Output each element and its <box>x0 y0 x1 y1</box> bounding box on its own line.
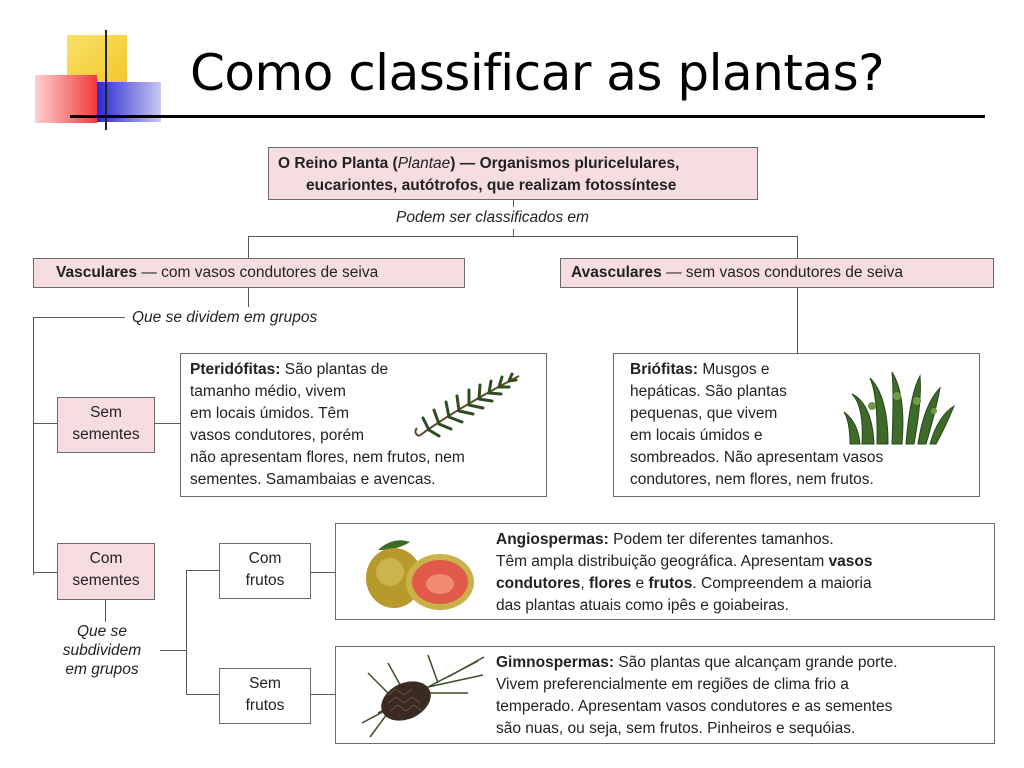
root-box <box>268 147 758 200</box>
pteridofitas-line: em locais úmidos. Têm <box>190 405 350 422</box>
gimnospermas-title: Gimnospermas: <box>496 654 615 671</box>
title-underline <box>70 115 985 118</box>
classify-label: Podem ser classificados em <box>396 207 589 229</box>
subdivide-label <box>44 622 160 679</box>
briofitas-line: condutores, nem flores, nem frutos. <box>630 471 874 488</box>
connector <box>105 600 106 622</box>
angiospermas-text: frutos <box>648 575 693 592</box>
gimnospermas-text: São plantas que alcançam grande porte. <box>614 654 898 671</box>
connector <box>797 236 798 258</box>
connector <box>186 694 219 695</box>
briofitas-box <box>613 353 980 497</box>
vasculares-box <box>33 258 465 288</box>
connector <box>155 423 180 424</box>
angiospermas-title: Angiospermas: <box>496 531 609 548</box>
angiospermas-line <box>496 551 994 573</box>
connector <box>186 570 219 571</box>
sem-sementes-line-1: Sem <box>90 404 122 421</box>
avasculares-box <box>560 258 994 288</box>
pteridofitas-box <box>180 353 547 497</box>
com-frutos-line-2: frutos <box>245 572 285 589</box>
com-frutos-line-1: Com <box>248 550 282 567</box>
angiospermas-text: . Compreendem a maioria <box>692 575 872 592</box>
connector <box>311 572 335 573</box>
pteridofitas-title: Pteridófitas: <box>190 361 281 378</box>
root-line-1 <box>278 153 757 175</box>
briofitas-line: pequenas, que vivem <box>630 405 778 422</box>
connector <box>186 570 187 695</box>
page-title: Como classificar as plantas? <box>190 44 885 102</box>
angiospermas-box <box>335 523 995 620</box>
fern-illustration <box>411 364 526 444</box>
angiospermas-text: vasos <box>828 553 873 570</box>
sem-sementes-box <box>57 397 155 453</box>
gimnospermas-line <box>496 652 994 674</box>
connector <box>33 317 34 575</box>
angiospermas-text: flores <box>589 575 632 592</box>
angiospermas-line: das plantas atuais como ipês e goiabeiras. <box>496 597 789 614</box>
angiospermas-text: Podem ter diferentes tamanhos. <box>608 531 834 548</box>
root-text: ) — Organismos pluricelulares, <box>450 155 680 172</box>
subdivide-line-1: Que se <box>77 623 127 640</box>
com-sementes-line-2: sementes <box>72 572 140 589</box>
root-line-2: eucariontes, autótrofos, que realizam fotossíntese <box>306 177 677 194</box>
vasculares-title: Vasculares <box>56 264 138 281</box>
connector <box>311 694 335 695</box>
briofitas-line: em locais úmidos e <box>630 427 763 444</box>
briofitas-line: hepáticas. São plantas <box>630 383 787 400</box>
gimnospermas-box <box>335 646 995 744</box>
gimnospermas-line: Vivem preferencialmente em regiões de clima frio a <box>496 676 849 693</box>
angiospermas-text: e <box>631 575 649 592</box>
guava-illustration <box>358 532 478 614</box>
sem-sementes-line-2: sementes <box>72 426 140 443</box>
subdivide-line-2: subdividem <box>62 642 142 659</box>
pteridofitas-text: São plantas de <box>280 361 389 378</box>
pteridofitas-line: não apresentam flores, nem frutos, nem <box>190 449 465 466</box>
gimnospermas-line: são nuas, ou seja, sem frutos. Pinheiros e sequóias. <box>496 720 856 737</box>
vasculares-desc: — com vasos condutores de seiva <box>137 264 379 281</box>
sem-frutos-line-2: frutos <box>245 697 285 714</box>
com-sementes-line-1: Com <box>89 550 123 567</box>
connector <box>33 317 125 318</box>
avasculares-title: Avasculares <box>571 264 662 281</box>
avasculares-desc: — sem vasos condutores de seiva <box>661 264 904 281</box>
angiospermas-line <box>496 529 994 551</box>
com-sementes-box <box>57 543 155 600</box>
pteridofitas-line: vasos condutores, porém <box>190 427 365 444</box>
connector <box>248 236 797 237</box>
angiospermas-text: , <box>580 575 590 592</box>
pteridofitas-line: tamanho médio, vivem <box>190 383 346 400</box>
com-frutos-box <box>219 543 311 599</box>
connector <box>33 572 57 573</box>
connector <box>248 236 249 258</box>
subdivide-line-3: em grupos <box>65 661 139 678</box>
briofitas-text: Musgos e <box>698 361 770 378</box>
divide-label: Que se dividem em grupos <box>132 309 318 326</box>
root-text: Plantae <box>397 155 451 172</box>
angiospermas-line <box>496 573 994 595</box>
sem-frutos-line-1: Sem <box>249 675 281 692</box>
pteridofitas-line: sementes. Samambaias e avencas. <box>190 471 436 488</box>
briofitas-line: sombreados. Não apresentam vasos <box>630 449 884 466</box>
connector <box>248 287 249 307</box>
moss-illustration <box>842 366 962 446</box>
sem-frutos-box <box>219 668 311 724</box>
root-text: O Reino Planta ( <box>278 155 398 172</box>
briofitas-title: Briófitas: <box>630 361 699 378</box>
pinecone-illustration <box>358 653 488 739</box>
gimnospermas-line: temperado. Apresentam vasos condutores e as sementes <box>496 698 893 715</box>
angiospermas-text: condutores <box>496 575 581 592</box>
angiospermas-text: Têm ampla distribuição geográfica. Apresentam <box>496 553 829 570</box>
connector <box>33 423 57 424</box>
connector <box>797 288 798 353</box>
